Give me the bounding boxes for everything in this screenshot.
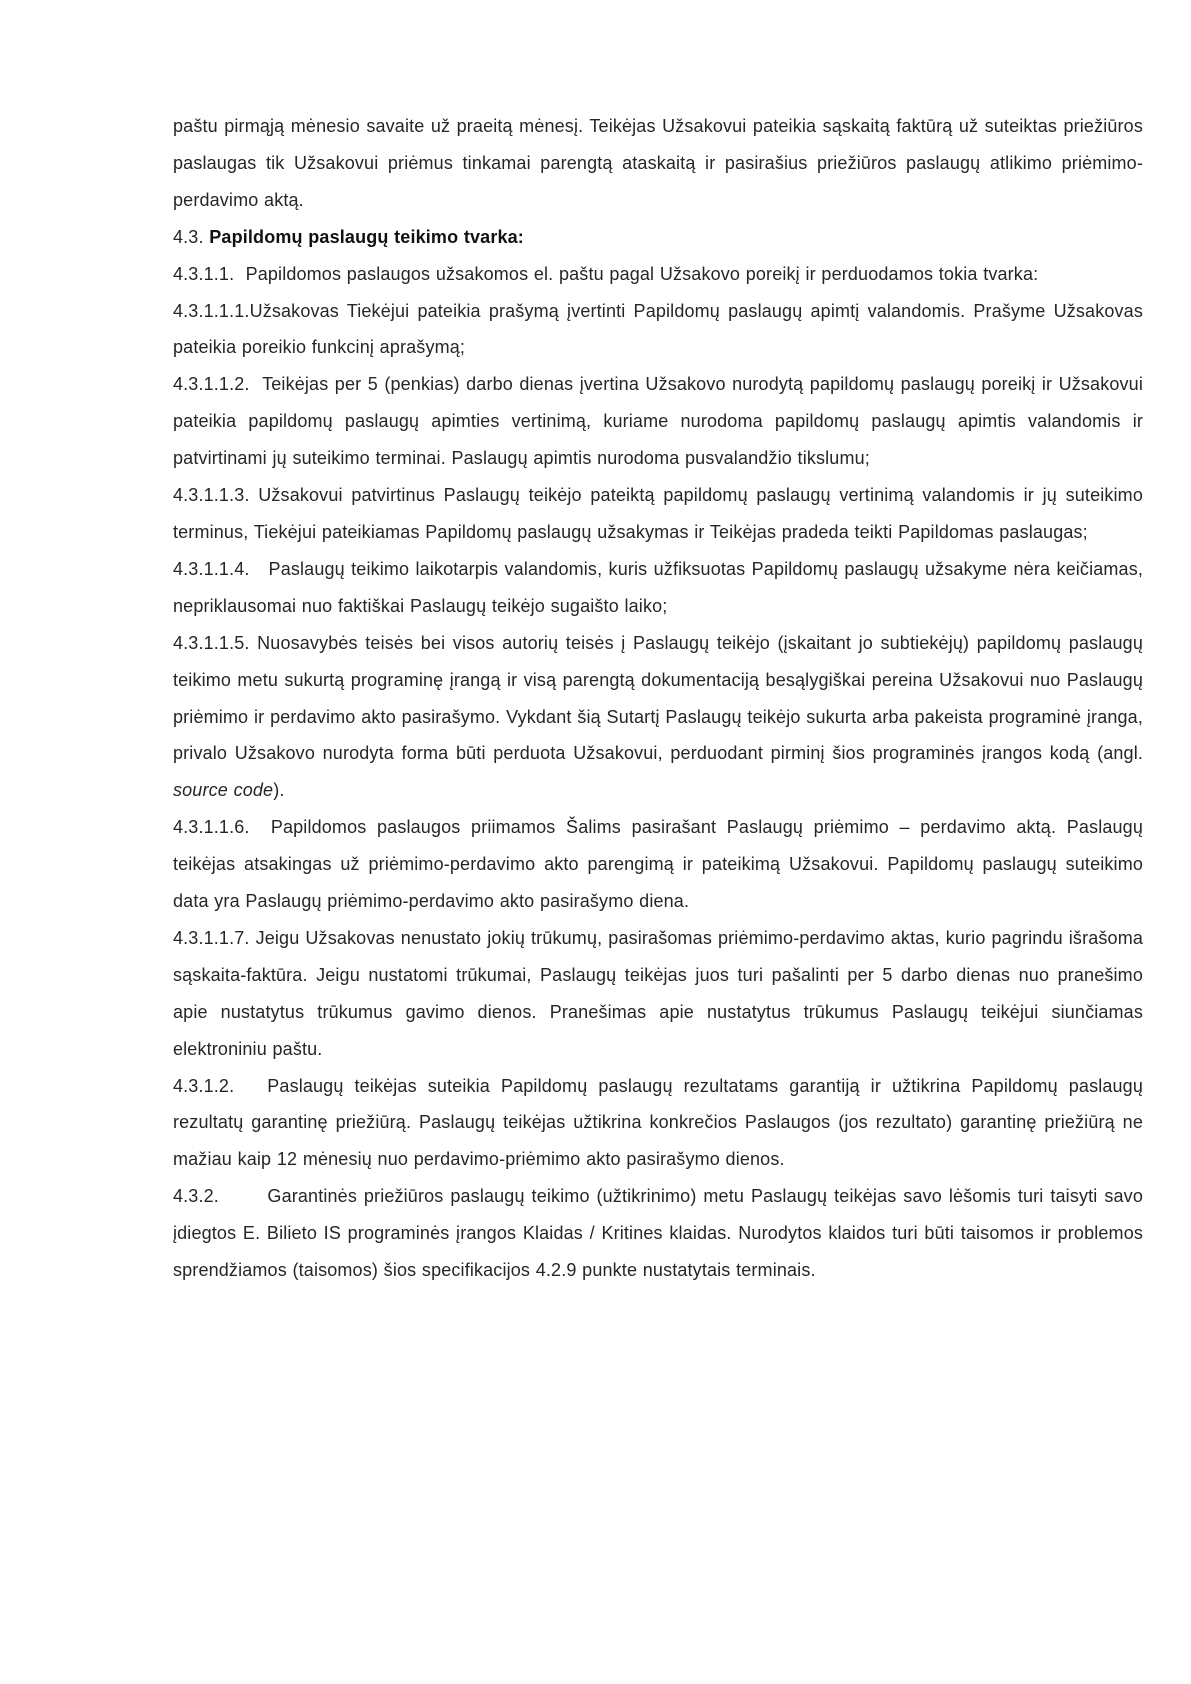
clause-4-3-1-1-4 [173, 551, 1143, 625]
clause-number: 4.3.1.2. [173, 1075, 268, 1096]
section-heading [173, 219, 1143, 256]
clause-text: Paslaugų teikimo laikotarpis valandomis, kuris užfiksuotas Papildomų paslaugų užsakyme nėra keičiamas, nepriklausomai nuo faktiškai Paslaugų teikėjo sugaišto laiko; [173, 558, 1143, 616]
clause-4-3-1-1-2 [173, 366, 1143, 477]
clause-text: Užsakovui patvirtinus Paslaugų teikėjo pateiktą papildomų paslaugų vertinimą valandomis ir jų suteikimo terminus, Tiekėjui pateikiamas Papildomų paslaugų užsakymas ir Teikėjas pradeda teikti Papildomas paslaugas; [173, 485, 1143, 542]
clause-number: 4.3.1.1.5. [173, 632, 258, 653]
clause-number: 4.3.1.1.2. [173, 374, 263, 395]
clause-4-3-1-1-1 [173, 293, 1143, 367]
clause-4-3-1-2 [173, 1068, 1143, 1179]
clause-number: 4.3.1.1.6. [173, 817, 271, 838]
clause-number: 4.3.2. [173, 1186, 268, 1207]
clause-text: Garantinės priežiūros paslaugų teikimo (užtikrinimo) metu Paslaugų teikėjas savo lėšomis turi taisyti savo įdiegtos E. Bilieto IS programinės įrangos Klaidas / Kritines klaidas. Nurodytos klaidos turi būti taisomos ir problemos sprendžiamos (taisomos) šios specifikacijos 4.2.9 punkte nustatytais terminais. [173, 1186, 1143, 1281]
clause-number: 4.3.1.1.7. [173, 927, 256, 948]
clause-4-3-1-1-6 [173, 809, 1143, 920]
clause-4-3-1-1 [173, 256, 1143, 293]
clause-italic-term: source code [173, 780, 274, 801]
clause-number: 4.3.1.1.1. [173, 300, 250, 321]
clause-text: Papildomos paslaugos priimamos Šalims pasirašant Paslaugų priėmimo – perdavimo aktą. Paslaugų teikėjas atsakingas už priėmimo-perdavimo akto parengimą ir pateikimą Užsakovui. Papildomų paslaugų suteikimo data yra Paslaugų priėmimo-perdavimo akto pasirašymo diena. [173, 817, 1143, 912]
clause-text: Užsakovas Tiekėjui pateikia prašymą įvertinti Papildomų paslaugų apimtį valandomis. Prašyme Užsakovas pateikia poreikio funkcinį aprašymą; [173, 300, 1143, 358]
section-number: 4.3. [173, 226, 210, 247]
clause-text: Teikėjas per 5 (penkias) darbo dienas įvertina Užsakovo nurodytą papildomų paslaugų poreikį ir Užsakovui pateikia papildomų paslaugų apimties vertinimą, kuriame nurodoma papildomų paslaugų apimtis valandomis ir patvirtinami jų suteikimo terminai. Paslaugų apimtis nurodoma pusvalandžio tikslumu; [173, 374, 1143, 469]
document-page [173, 108, 1143, 1289]
clause-4-3-1-1-3 [173, 477, 1143, 551]
clause-text: Nuosavybės teisės bei visos autorių teisės į Paslaugų teikėjo (įskaitant jo subtiekėjų) papildomų paslaugų teikimo metu sukurtą programinę įrangą ir visą parengtą dokumentaciją besąlygiškai pereina Užsakovui nuo Paslaugų priėmimo ir perdavimo akto pasirašymo. Vykdant šią Sutartį Paslaugų teikėjo sukurta arba pakeista programinė įranga, privalo Užsakovo nurodyta forma būti perduota Užsakovui, perduodant pirminį šios programinės įrangos kodą (angl. [173, 632, 1143, 764]
clause-text-tail: ). [273, 780, 285, 801]
paragraph-continuation [173, 108, 1143, 219]
clause-text: Papildomos paslaugos užsakomos el. paštu pagal Užsakovo poreikį ir perduodamos tokia tvarka: [245, 263, 1039, 284]
clause-4-3-1-1-7 [173, 920, 1143, 1068]
clause-4-3-2 [173, 1178, 1143, 1289]
section-title: Papildomų paslaugų teikimo tvarka: [209, 226, 524, 247]
clause-number: 4.3.1.1.4. [173, 558, 269, 579]
clause-number: 4.3.1.1.3. [173, 485, 259, 506]
clause-4-3-1-1-5 [173, 625, 1143, 810]
clause-text: Paslaugų teikėjas suteikia Papildomų paslaugų rezultatams garantiją ir užtikrina Papildomų paslaugų rezultatų garantinę priežiūrą. Paslaugų teikėjas užtikrina konkrečios Paslaugos (jos rezultato) garantinę priežiūrą ne mažiau kaip 12 mėnesių nuo perdavimo-priėmimo akto pasirašymo dienos. [173, 1075, 1144, 1170]
paragraph-text: paštu pirmąją mėnesio savaite už praeitą mėnesį. Teikėjas Užsakovui pateikia sąskaitą faktūrą už suteiktas priežiūros paslaugas tik Užsakovui priėmus tinkamai parengtą ataskaitą ir pasirašius priežiūros paslaugų atlikimo priėmimo-perdavimo aktą. [173, 116, 1143, 210]
clause-text: Jeigu Užsakovas nenustato jokių trūkumų, pasirašomas priėmimo-perdavimo aktas, kurio pagrindu išrašoma sąskaita-faktūra. Jeigu nustatomi trūkumai, Paslaugų teikėjas juos turi pašalinti per 5 darbo dienas nuo pranešimo apie nustatytus trūkumus gavimo dienos. Pranešimas apie nustatytus trūkumus Paslaugų teikėjui siunčiamas elektroniniu paštu. [173, 927, 1143, 1059]
clause-number: 4.3.1.1. [173, 263, 246, 284]
